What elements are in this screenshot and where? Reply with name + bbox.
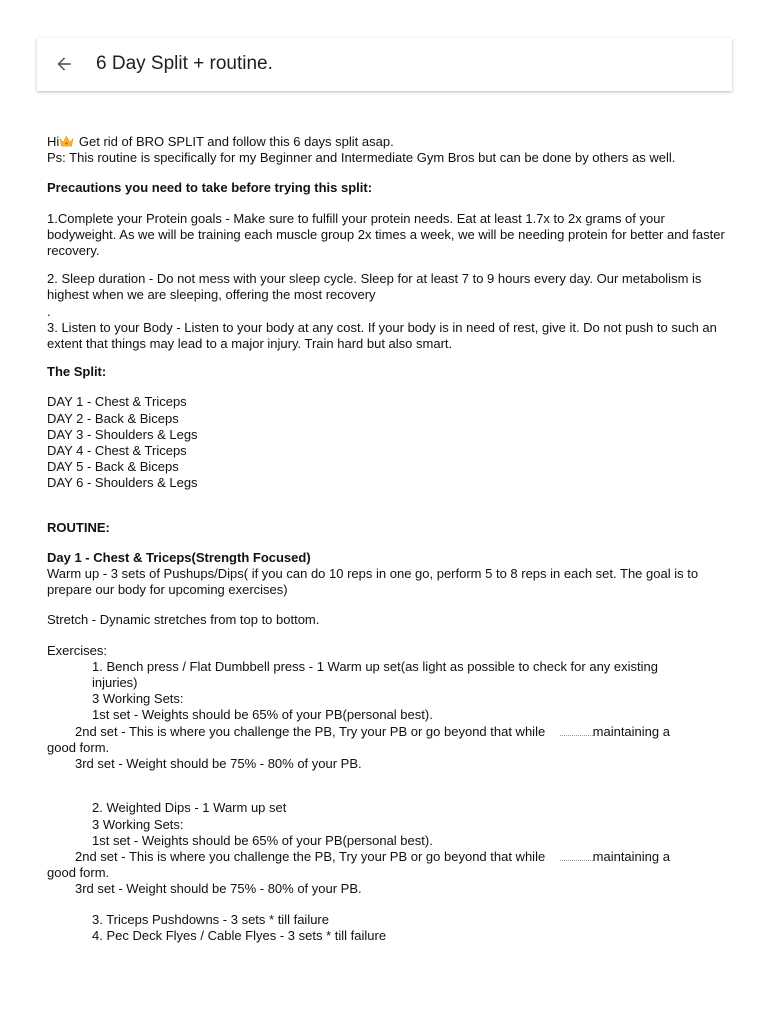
stretch-text: Stretch - Dynamic stretches from top to bottom. (47, 612, 320, 628)
exercise-3-text: 3. Triceps Pushdowns - 3 sets * till failure (92, 911, 329, 927)
working-sets-label: 3 Working Sets: (92, 816, 184, 832)
precautions-heading: Precautions you need to take before trying this split: (47, 180, 373, 196)
dotted-leader (560, 727, 593, 736)
document-body (47, 134, 737, 944)
intro-ps: Ps: This routine is specifically for my Beginner and Intermediate Gym Bros but can be done by others as well. (47, 150, 676, 166)
set-2-continued: good form. (47, 739, 110, 755)
set-2-part-b: maintaining a (592, 723, 670, 739)
stray-dot: . (47, 303, 51, 319)
exercise-4-text: 4. Pec Deck Flyes / Cable Flyes - 3 sets * till failure (92, 927, 387, 943)
set-2-part-a: 2nd set - This is where you challenge the PB, Try your PB or go beyond that while (75, 723, 546, 739)
intro-hi: Hi (47, 134, 60, 149)
document-title: 6 Day Split + routine. (96, 53, 273, 74)
exercise-2-text: 2. Weighted Dips - 1 Warm up set (92, 800, 287, 816)
exercise-1-line-2: injuries) (92, 675, 138, 691)
split-day: DAY 5 - Back & Biceps (47, 459, 179, 475)
routine-heading: ROUTINE: (47, 519, 110, 535)
exercise-1-line-1: 1. Bench press / Flat Dumbbell press - 1 Warm up set(as light as possible to check for any existing (92, 658, 658, 674)
arrow-back-icon (54, 54, 74, 74)
working-sets-label: 3 Working Sets: (92, 691, 184, 707)
set-3-text: 3rd set - Weight should be 75% - 80% of your PB. (75, 756, 362, 772)
set-1-text: 1st set - Weights should be 65% of your PB(personal best). (92, 832, 433, 848)
set-2-text (47, 849, 737, 865)
back-button[interactable] (51, 51, 77, 77)
split-day: DAY 1 - Chest & Triceps (47, 394, 187, 410)
set-1-text: 1st set - Weights should be 65% of your PB(personal best). (92, 707, 433, 723)
set-2-part-b: maintaining a (592, 848, 670, 864)
precaution-1: 1.Complete your Protein goals - Make sure to fulfill your protein needs. Eat at least 1.7x to 2x grams of your bodyweight. As we will be training each muscle group 2x times a week, we will be needing protein for better and faster recovery. (47, 210, 725, 259)
app-bar (37, 38, 732, 91)
intro-text: Get rid of BRO SPLIT and follow this 6 days split asap. (75, 134, 394, 149)
set-3-text: 3rd set - Weight should be 75% - 80% of your PB. (75, 881, 362, 897)
split-day: DAY 2 - Back & Biceps (47, 410, 179, 426)
day1-heading: Day 1 - Chest & Triceps(Strength Focused) (47, 549, 311, 565)
precaution-2: 2. Sleep duration - Do not mess with your sleep cycle. Sleep for at least 7 to 9 hours every day. Our metabolism is highest when we are sleeping, offering the most recovery (47, 271, 702, 303)
split-day: DAY 3 - Shoulders & Legs (47, 426, 198, 442)
warmup-text: Warm up - 3 sets of Pushups/Dips( if you can do 10 reps in one go, perform 5 to 8 reps in each set. The goal is to prepare our body for upcoming exercises) (47, 566, 699, 598)
split-day: DAY 6 - Shoulders & Legs (47, 475, 198, 491)
crown-emoji-icon (59, 135, 74, 148)
split-heading: The Split: (47, 364, 107, 380)
split-day: DAY 4 - Chest & Triceps (47, 443, 187, 459)
set-2-continued: good form. (47, 865, 110, 881)
intro-line (47, 134, 737, 150)
dotted-leader (560, 852, 593, 861)
set-2-text (47, 724, 737, 740)
exercises-label: Exercises: (47, 642, 107, 658)
set-2-part-a: 2nd set - This is where you challenge the PB, Try your PB or go beyond that while (75, 848, 546, 864)
precaution-3: 3. Listen to your Body - Listen to your body at any cost. If your body is in need of rest, give it. Do not push to such an extent that things may lead to a major injury. Train hard but also smart. (47, 319, 717, 352)
